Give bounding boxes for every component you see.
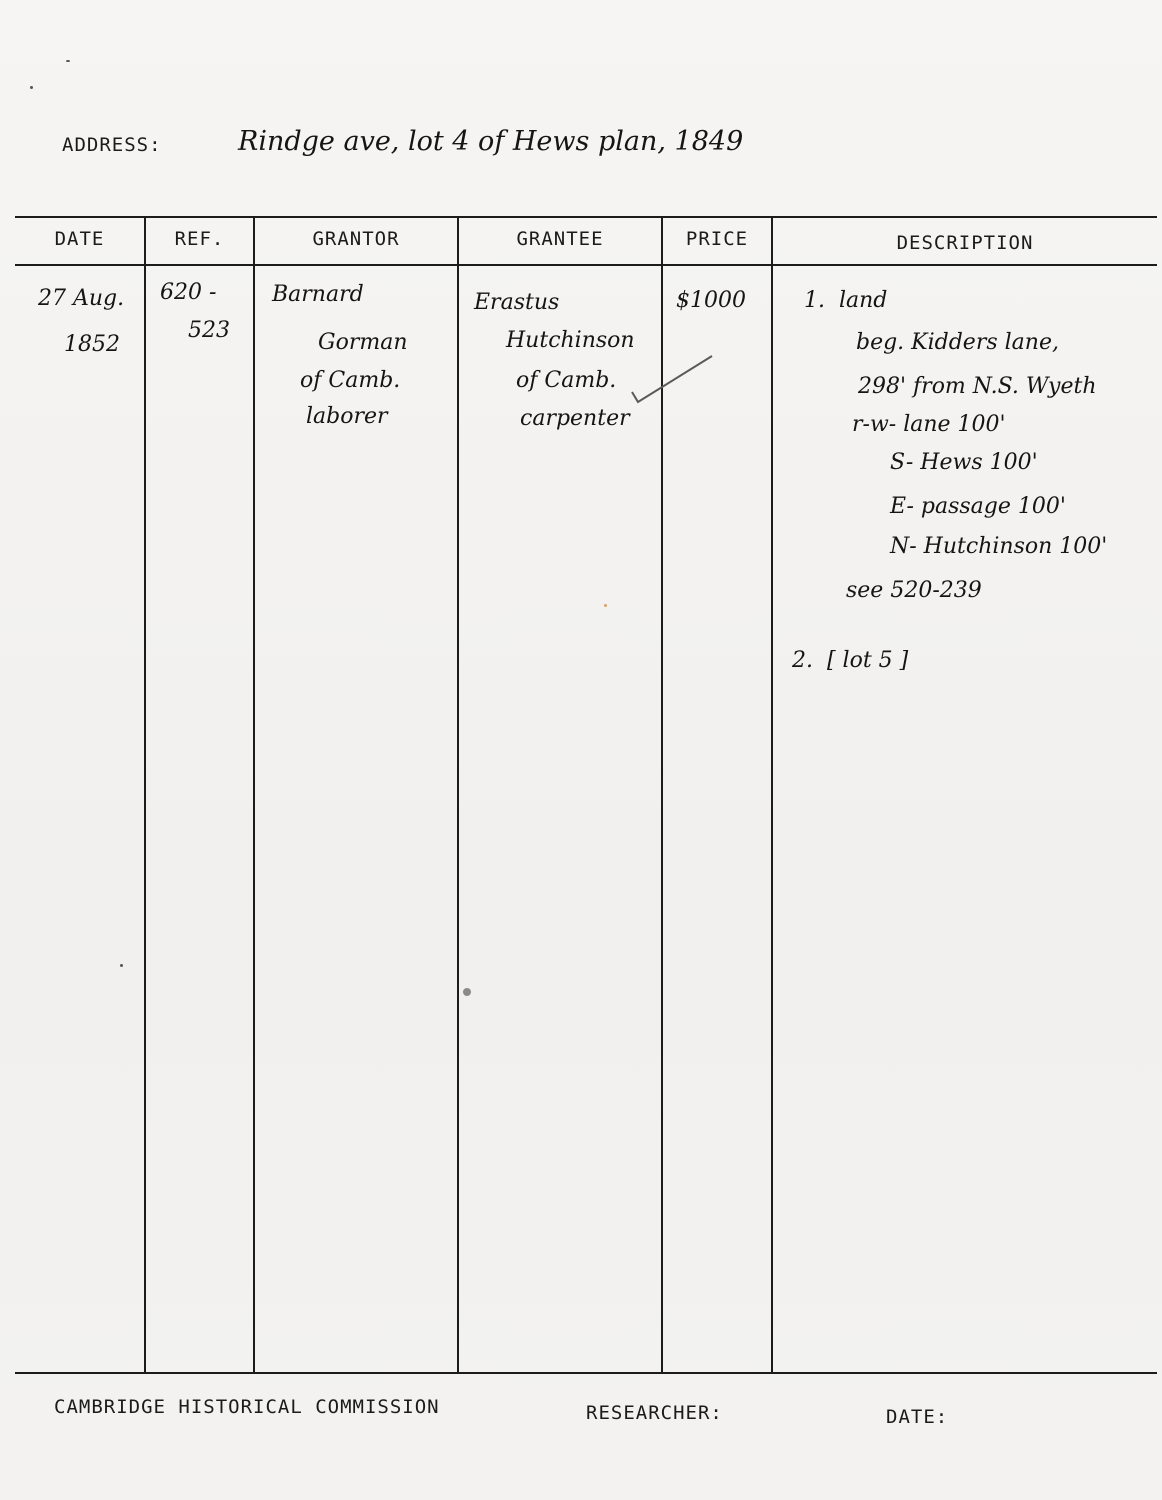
grantor-residence: of Camb. [300, 368, 401, 393]
ref-page: 523 [188, 318, 230, 343]
description-line-1: 1. land [804, 288, 888, 313]
grantor-last-name: Gorman [318, 330, 408, 355]
column-rule-5 [771, 217, 773, 1373]
header-date: DATE [54, 228, 105, 250]
grantee-first-name: Erastus [474, 290, 560, 315]
description-line-8: see 520-239 [846, 578, 982, 603]
column-rule-1 [144, 217, 146, 1373]
date-year: 1852 [64, 332, 120, 357]
commission-name: CAMBRIDGE HISTORICAL COMMISSION [54, 1396, 440, 1418]
grantor-occupation: laborer [306, 404, 388, 429]
header-grantee: GRANTEE [516, 228, 604, 250]
header-description: DESCRIPTION [896, 232, 1034, 254]
grantee-occupation: carpenter [520, 406, 630, 431]
header-grantor: GRANTOR [312, 228, 400, 250]
date-day-month: 27 Aug. [38, 286, 125, 311]
table-top-rule [15, 216, 1157, 218]
description-line-9: 2. [ lot 5 ] [792, 648, 909, 673]
grantee-residence: of Camb. [516, 368, 617, 393]
description-line-5: S- Hews 100' [890, 450, 1038, 475]
description-line-6: E- passage 100' [890, 494, 1066, 519]
scan-speck [604, 604, 607, 607]
description-line-4: r-w- lane 100' [852, 412, 1006, 437]
header-ref: REF. [174, 228, 225, 250]
ref-book: 620 - [160, 280, 217, 305]
address-label: ADDRESS: [62, 134, 162, 156]
table-bottom-rule [15, 1372, 1157, 1374]
scan-speck [463, 988, 471, 996]
grantor-first-name: Barnard [272, 282, 364, 307]
column-rule-3 [457, 217, 459, 1373]
scan-speck [120, 964, 123, 967]
description-line-2: beg. Kidders lane, [856, 330, 1059, 355]
scan-speck [66, 60, 70, 62]
column-rule-2 [253, 217, 255, 1373]
description-line-3: 298' from N.S. Wyeth [858, 374, 1097, 399]
scan-speck [30, 86, 33, 89]
description-line-7: N- Hutchinson 100' [890, 534, 1108, 559]
footer-date-label: DATE: [886, 1406, 949, 1428]
header-bottom-rule [15, 264, 1157, 266]
address-value: Rindge ave, lot 4 of Hews plan, 1849 [238, 126, 744, 157]
check-mark-icon [628, 352, 718, 412]
researcher-label: RESEARCHER: [586, 1402, 723, 1424]
header-price: PRICE [685, 228, 749, 250]
price-value: $1000 [676, 288, 746, 313]
grantee-last-name: Hutchinson [506, 328, 635, 353]
